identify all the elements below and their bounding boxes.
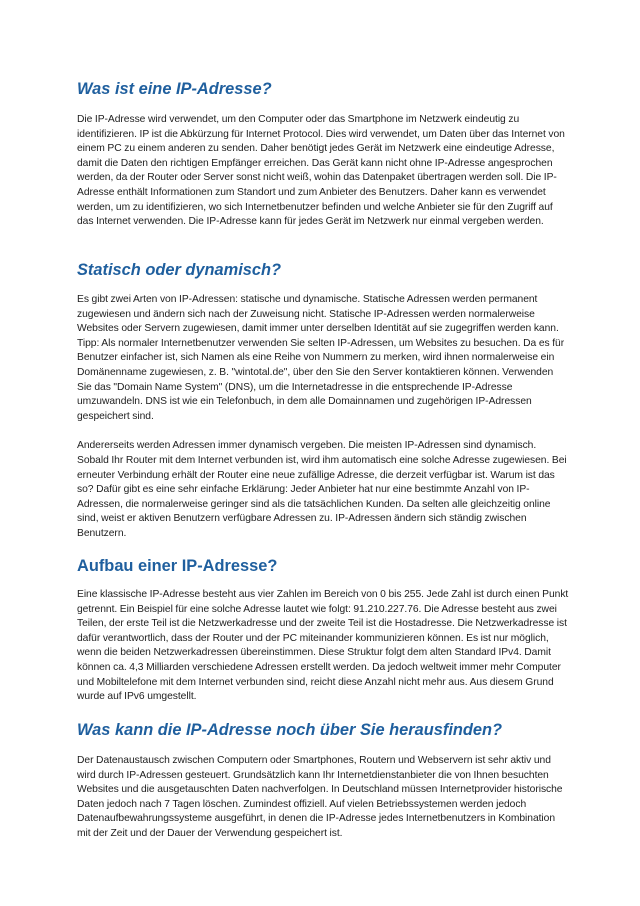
section-heading: Was kann die IP-Adresse noch über Sie herausfinden? xyxy=(77,721,503,739)
section-was-kann-die-ip-adresse xyxy=(77,719,569,842)
section-statisch-oder-dynamisch xyxy=(77,259,569,542)
section-was-ist-eine-ip-adresse xyxy=(77,78,569,230)
section-paragraph: Es gibt zwei Arten von IP-Adressen: statische und dynamische. Statische Adressen werden permanent zugewiesen und ändern sich nach der Zuweisung nicht. Statische IP-Adressen werden normalerweise Websites oder Servern zugewiesen, damit immer unter derselben Identität auf sie zugegriffen werden kann. Tipp: Als normaler Internetbenutzer verwenden Sie selten IP-Adressen, um Websites zu besuchen. Da es für Benutzer einfacher ist, sich Namen als eine Reihe von Nummern zu merken, wird ihnen normalerweise ein Domänenname zugewiesen, z. B. "wintotal.de", über den Sie den Server kontaktieren können. Verwenden Sie das "Domain Name System" (DNS), um die Internetadresse in die entsprechende IP-Adresse umzuwandeln. DNS ist wie ein Telefonbuch, in dem alle Domainnamen und zugehörigen IP-Adressen gespeichert sind. xyxy=(77,294,565,422)
section-paragraph: Andererseits werden Adressen immer dynamisch vergeben. Die meisten IP-Adressen sind dynamisch. Sobald Ihr Router mit dem Internet verbunden ist, wird ihm automatisch eine solche Adresse zugewiesen. Bei erneuter Verbindung erhält der Router eine neue zufällige Adresse, die derzeit verfügbar ist. Warum ist das so? Dafür gibt es eine sehr einfache Erklärung: Jeder Anbieter hat nur eine bestimmte Anzahl von IP-Adressen, die normalerweise geringer sind als die tatsächlichen Kunden. Da selten alle gleichzeitig online sind, weist er aktiven Benutzern verfügbare Adressen zu. IP-Adressen ändern sich ständig zwischen Benutzern. xyxy=(77,440,567,539)
section-aufbau-einer-ip-adresse xyxy=(77,555,569,705)
section-paragraph: Eine klassische IP-Adresse besteht aus vier Zahlen im Bereich von 0 bis 255. Jede Zahl ist durch einen Punkt getrennt. Ein Beispiel für eine solche Adresse lautet wie folgt: 91.210.227.76. Die Adresse besteht aus zwei Teilen, der erste Teil ist die Netzwerkadresse und der zweite Teil ist die Hostadresse. Die Netzwerkadresse ist dafür verantwortlich, dass der Router und der PC miteinander kommunizieren können. Es ist nur möglich, wenn die beiden Netzwerkadressen übereinstimmen. Diese Struktur folgt dem alten Standard IPv4. Damit können ca. 4,3 Milliarden verschiedene Adressen erstellt werden. Da jedoch weltweit immer mehr Computer und Mobiltelefone mit dem Internet verbunden sind, reicht diese Anzahl nicht mehr aus. Aus diesem Grund wurde auf IPv6 umgestellt. xyxy=(77,589,569,703)
section-heading: Statisch oder dynamisch? xyxy=(77,261,282,279)
section-heading: Aufbau einer IP-Adresse? xyxy=(77,557,278,575)
section-heading: Was ist eine IP-Adresse? xyxy=(77,80,272,98)
section-paragraph: Der Datenaustausch zwischen Computern oder Smartphones, Routern und Webservern ist sehr aktiv und wird durch IP-Adressen gesteuert. Grundsätzlich kann Ihr Internetdienstanbieter die von Ihnen besuchten Websites und die ausgetauschten Daten nachverfolgen. In Deutschland müssen Internetprovider historische Daten jedoch nach 7 Tagen löschen. Zumindest offiziell. Auf vielen Betriebssystemen werden jedoch Datenaufbewahrungssysteme ausgeführt, in denen die IP-Adresse jedes Internetbenutzers in Kombination mit der Zeit und der Dauer der Verwendung gespeichert ist. xyxy=(77,755,563,839)
section-paragraph: Die IP-Adresse wird verwendet, um den Computer oder das Smartphone im Netzwerk eindeutig zu identifizieren. IP ist die Abkürzung für Internet Protocol. Dies wird verwendet, um Daten über das Internet von einem PC zu einem anderen zu senden. Daher benötigt jedes Gerät im Netzwerk eine eindeutige Adresse, damit die Daten den richtigen Empfänger erreichen. Das Gerät kann nicht ohne IP-Adresse angesprochen werden, da der Router oder Server sonst nicht weiß, wohin das Datenpaket übertragen werden soll. Die IP-Adresse enthält Informationen zum Standort und zum Anbieter des Benutzers. Daher kann es verwendet werden, um zu identifizieren, wo sich Internetbenutzer befinden und welche Anbieter sie für den Zugriff auf das Internet verwenden. Die IP-Adresse kann für jedes Gerät im Netzwerk nur einmal vergeben werden. xyxy=(77,114,565,228)
